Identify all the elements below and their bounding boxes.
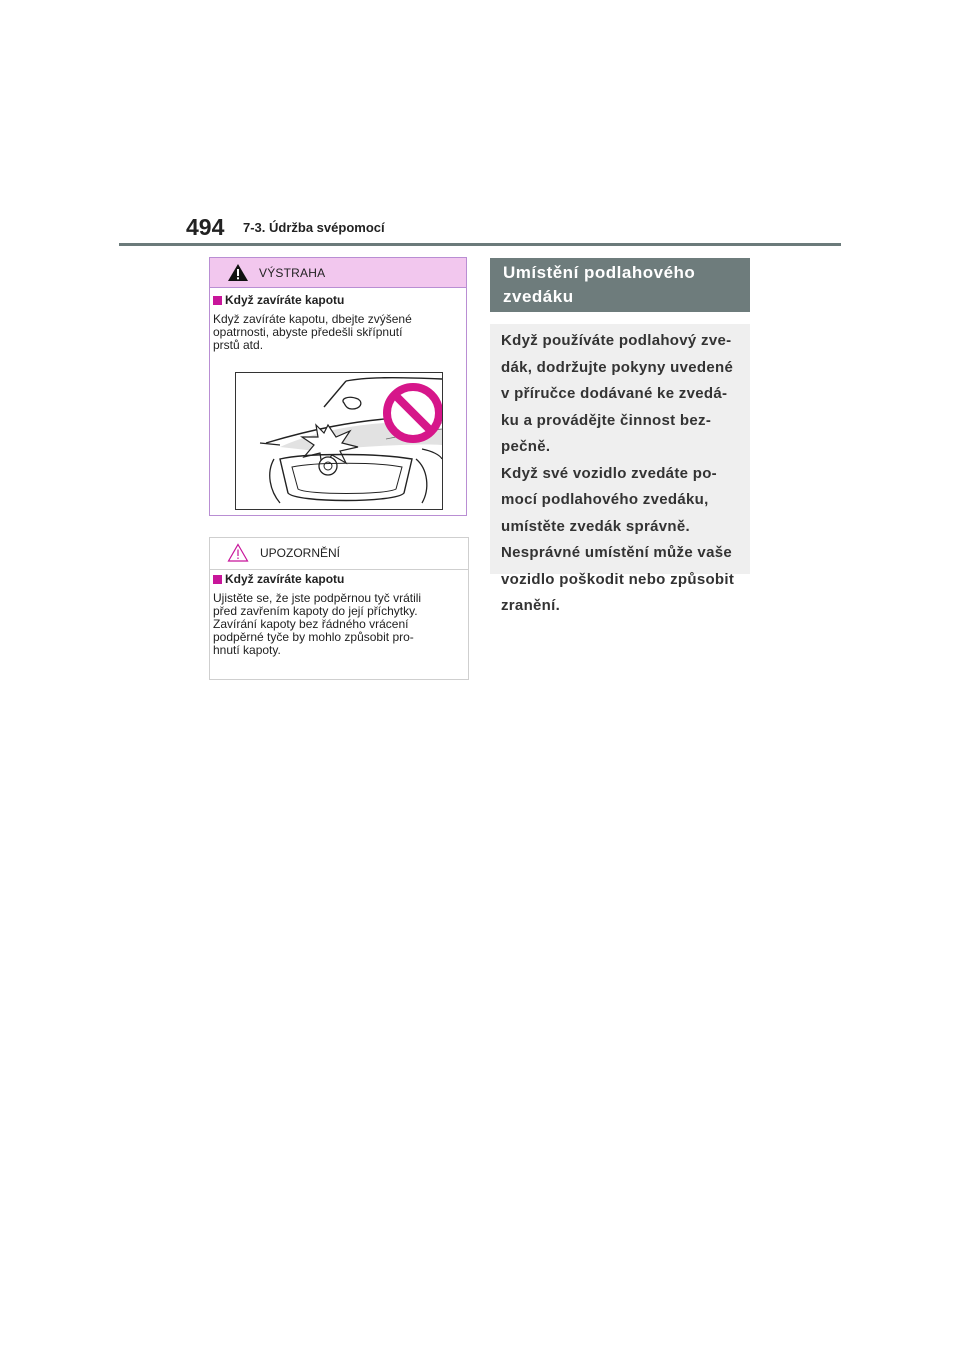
square-bullet-icon [213, 296, 222, 305]
caution-body-line: před zavřením kapoty do její příchytky. [213, 604, 418, 618]
square-bullet-icon [213, 575, 222, 584]
warning-body-line: opatrnosti, abyste předešli skřípnutí [213, 325, 403, 339]
warning-body-line: prstů atd. [213, 338, 264, 352]
caution-body-line: hnutí kapoty. [213, 643, 281, 657]
caution-body-line: Zavírání kapoty bez řádného vrácení [213, 617, 409, 631]
caution-body-line: podpěrné tyče by mohlo způsobit pro- [213, 630, 414, 644]
caution-body-line: Ujistěte se, že jste podpěrnou tyč vrátili [213, 591, 422, 605]
banner-title [503, 261, 743, 309]
section-banner [490, 258, 750, 312]
warning-subheading-row [213, 293, 463, 307]
note-line: mocí podlahového zvedáku, [501, 491, 709, 508]
page-number: 494 [186, 214, 225, 240]
hood-closing-illustration [235, 372, 443, 510]
note-line: Když používáte podlahový zve- [501, 332, 732, 349]
note-line: pečně. [501, 438, 551, 455]
note-line: ku a provádějte činnost bez- [501, 411, 712, 429]
note-line: vozidlo poškodit nebo způsobit [501, 570, 735, 588]
note-line: v příručce dodávané ke zvedá- [501, 385, 728, 402]
warning-subheading: Když zavíráte kapotu [225, 293, 345, 307]
caution-triangle-icon [227, 543, 249, 562]
warning-title: VÝSTRAHA [259, 266, 326, 280]
note-line: dák, dodržujte pokyny uvedené [501, 358, 734, 376]
caution-subheading: Když zavíráte kapotu [225, 572, 345, 586]
warning-box [209, 257, 467, 516]
banner-title-line: zvedáku [503, 287, 574, 306]
note-line: zranění. [501, 597, 561, 614]
caution-box [209, 537, 469, 680]
jack-note-box [490, 324, 750, 614]
caution-title: UPOZORNĚNÍ [260, 546, 341, 560]
note-line: Když své vozidlo zvedáte po- [501, 464, 717, 482]
caution-header [210, 538, 468, 570]
banner-title-line: Umístění podlahového [503, 263, 696, 282]
header-rule [119, 243, 841, 246]
note-line: umístěte zvedák správně. [501, 517, 690, 535]
warning-triangle-icon [227, 263, 249, 282]
note-line: Nesprávné umístění může vaše [501, 544, 732, 561]
warning-body [213, 313, 463, 352]
jack-note-text [501, 328, 742, 620]
caution-subheading-row [213, 572, 467, 586]
section-title: 7-3. Údržba svépomocí [243, 220, 385, 235]
caution-body [213, 592, 467, 657]
warning-body-line: Když zavíráte kapotu, dbejte zvýšené [213, 312, 412, 326]
warning-header [210, 258, 466, 288]
